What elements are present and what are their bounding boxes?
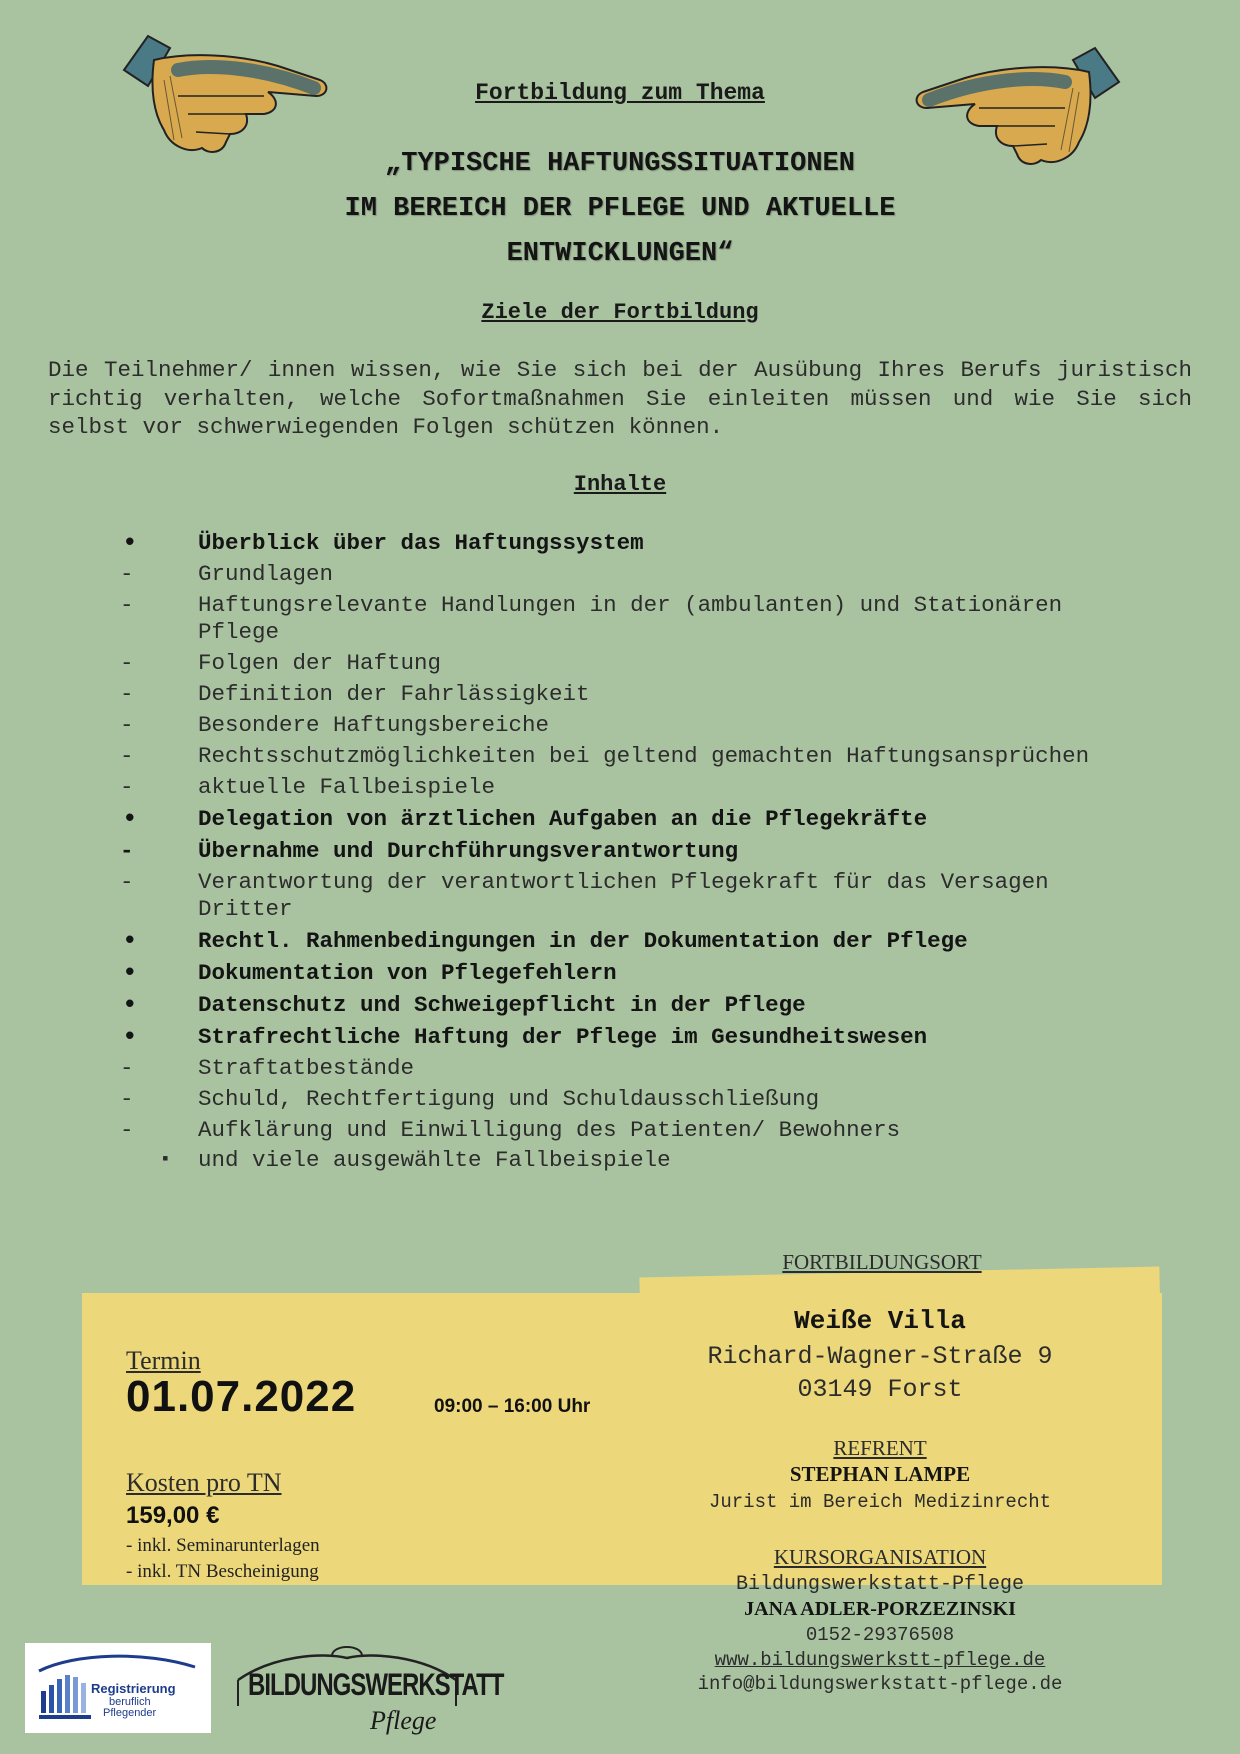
location-street: Richard-Wagner-Straße 9: [707, 1342, 1053, 1371]
list-item: [120, 530, 1120, 557]
termin-label: Termin: [126, 1346, 201, 1375]
bullet-marker: •: [122, 958, 138, 988]
organisation-company: Bildungswerkstatt-Pflege: [735, 1573, 1025, 1596]
list-item-text: Dokumentation von Pflegefehlern: [198, 960, 617, 986]
list-item: [120, 992, 1120, 1019]
list-item-text: Rechtsschutzmöglichkeiten bei geltend gemachten Haftungsansprüchen: [198, 743, 1090, 769]
page-subtitle: Fortbildung zum Thema: [475, 80, 765, 106]
contents-heading: Inhalte: [573, 472, 667, 497]
registrierung-logo-line1: Registrierung: [91, 1681, 176, 1696]
termin-time: 09:00 – 16:00 Uhr: [434, 1396, 591, 1417]
bullet-marker: •: [122, 528, 138, 558]
location-name: Weiße Villa: [794, 1306, 966, 1336]
list-item: [120, 650, 1120, 677]
termin-date: 01.07.2022: [126, 1372, 357, 1421]
dash-marker: -: [120, 774, 134, 800]
registrierung-logo-line3: Pflegender: [103, 1707, 157, 1719]
list-item: [120, 960, 1120, 987]
dash-marker: -: [120, 1055, 134, 1081]
list-item-text: und viele ausgewählte Fallbeispiele: [198, 1147, 671, 1173]
dash-marker: -: [120, 869, 134, 895]
list-item-text: Verantwortung der verantwortlichen Pflegekraft für das Versagen Dritter: [198, 869, 1049, 922]
dash-marker: -: [120, 1117, 134, 1143]
bullet-marker: •: [122, 990, 138, 1020]
speaker-role: Jurist im Bereich Medizinrecht: [708, 1491, 1052, 1513]
list-item: [120, 869, 1120, 923]
goals-text: Die Teilnehmer/ innen wissen, wie Sie sich bei der Ausübung Ihres Berufs juristisch richtig verhalten, welche Sofortmaßnahmen Sie einleiten müssen und wie Sie sich selbst vor schwerwiegenden Folgen schützen können.: [48, 357, 1192, 440]
bullet-marker: •: [122, 1022, 138, 1052]
list-item-text: Besondere Haftungsbereiche: [198, 712, 550, 738]
list-item-text: Delegation von ärztlichen Aufgaben an die Pflegekräfte: [198, 806, 928, 832]
kosten-price: 159,00 €: [126, 1502, 220, 1529]
bildungswerkstatt-logo-sub: Pflege: [370, 1706, 437, 1735]
list-item: [120, 1086, 1120, 1113]
list-item-text: Schuld, Rechtfertigung und Schuldausschließung: [198, 1086, 820, 1112]
list-item-text: Überblick über das Haftungssystem: [198, 530, 644, 556]
list-item-text: Folgen der Haftung: [198, 650, 442, 676]
list-item-text: Straftatbestände: [198, 1055, 415, 1081]
bildungswerkstatt-logo: [232, 1636, 504, 1742]
organisation-web-link[interactable]: www.bildungswerkstt-pflege.de: [714, 1649, 1046, 1671]
kosten-incl-item: - inkl. TN Bescheinigung: [126, 1561, 319, 1582]
list-item: [120, 1055, 1120, 1082]
square-bullet-marker: ▪: [160, 1150, 171, 1170]
list-item-text: Übernahme und Durchführungsverantwortung: [198, 838, 739, 864]
list-item: [120, 1024, 1120, 1051]
list-item-text: Aufklärung und Einwilligung des Patienten/ Bewohners: [198, 1117, 901, 1143]
list-item-text: Definition der Fahrlässigkeit: [198, 681, 590, 707]
registrierung-logo: [25, 1643, 211, 1733]
bullet-marker: •: [122, 926, 138, 956]
list-item-text: Haftungsrelevante Handlungen in der (ambulanten) und Stationären Pflege: [198, 592, 1063, 645]
page-title: [170, 142, 1070, 277]
dash-marker: -: [120, 743, 134, 769]
bildungswerkstatt-logo-name: BILDUNGSWERKSTATT: [248, 1667, 504, 1703]
list-item: [120, 838, 1120, 865]
organisation-email-link[interactable]: info@bildungswerkstatt-pflege.de: [697, 1673, 1063, 1695]
location-city: 03149 Forst: [797, 1375, 963, 1404]
list-item: [120, 712, 1120, 739]
list-item-text: Rechtl. Rahmenbedingungen in der Dokumentation der Pflege: [198, 928, 968, 954]
list-item-text: Datenschutz und Schweigepflicht in der Pflege: [198, 992, 806, 1018]
speaker-label: REFRENT: [833, 1436, 927, 1460]
registrierung-logo-line2: beruflich: [109, 1696, 151, 1708]
organisation-phone: 0152-29376508: [805, 1624, 955, 1646]
list-item-text: Grundlagen: [198, 561, 334, 587]
dash-marker: -: [120, 712, 134, 738]
bullet-marker: •: [122, 804, 138, 834]
list-item: [120, 681, 1120, 708]
dash-marker: -: [120, 561, 134, 587]
dash-marker: -: [120, 681, 134, 707]
speaker-name: STEPHAN LAMPE: [789, 1462, 971, 1486]
organisation-contact: JANA ADLER-PORZEZINSKI: [744, 1598, 1016, 1620]
list-item: [120, 592, 1120, 646]
list-item: [120, 743, 1120, 770]
list-item: [120, 1117, 1120, 1144]
dash-marker: -: [120, 650, 134, 676]
list-item: [120, 806, 1120, 833]
dash-marker: -: [120, 838, 134, 864]
dash-marker: -: [120, 1086, 134, 1112]
contents-list: [120, 530, 1120, 1174]
title-line: IM BEREICH DER PFLEGE UND AKTUELLE: [344, 194, 896, 224]
title-line: ENTWICKLUNGEN“: [506, 239, 734, 269]
organisation-label: KURSORGANISATION: [773, 1545, 987, 1569]
list-item-text: aktuelle Fallbeispiele: [198, 774, 496, 800]
dash-marker: -: [120, 592, 134, 618]
list-item: [120, 1147, 1120, 1174]
location-label: FORTBILDUNGSORT: [782, 1250, 982, 1274]
list-item-text: Strafrechtliche Haftung der Pflege im Gesundheitswesen: [198, 1024, 928, 1050]
list-item: [120, 774, 1120, 801]
kosten-incl-item: - inkl. Seminarunterlagen: [126, 1535, 320, 1556]
list-item: [120, 928, 1120, 955]
list-item: [120, 561, 1120, 588]
title-line: „TYPISCHE HAFTUNGSSITUATIONEN: [385, 149, 855, 179]
goals-heading: Ziele der Fortbildung: [481, 300, 759, 325]
kosten-label: Kosten pro TN: [126, 1468, 282, 1497]
